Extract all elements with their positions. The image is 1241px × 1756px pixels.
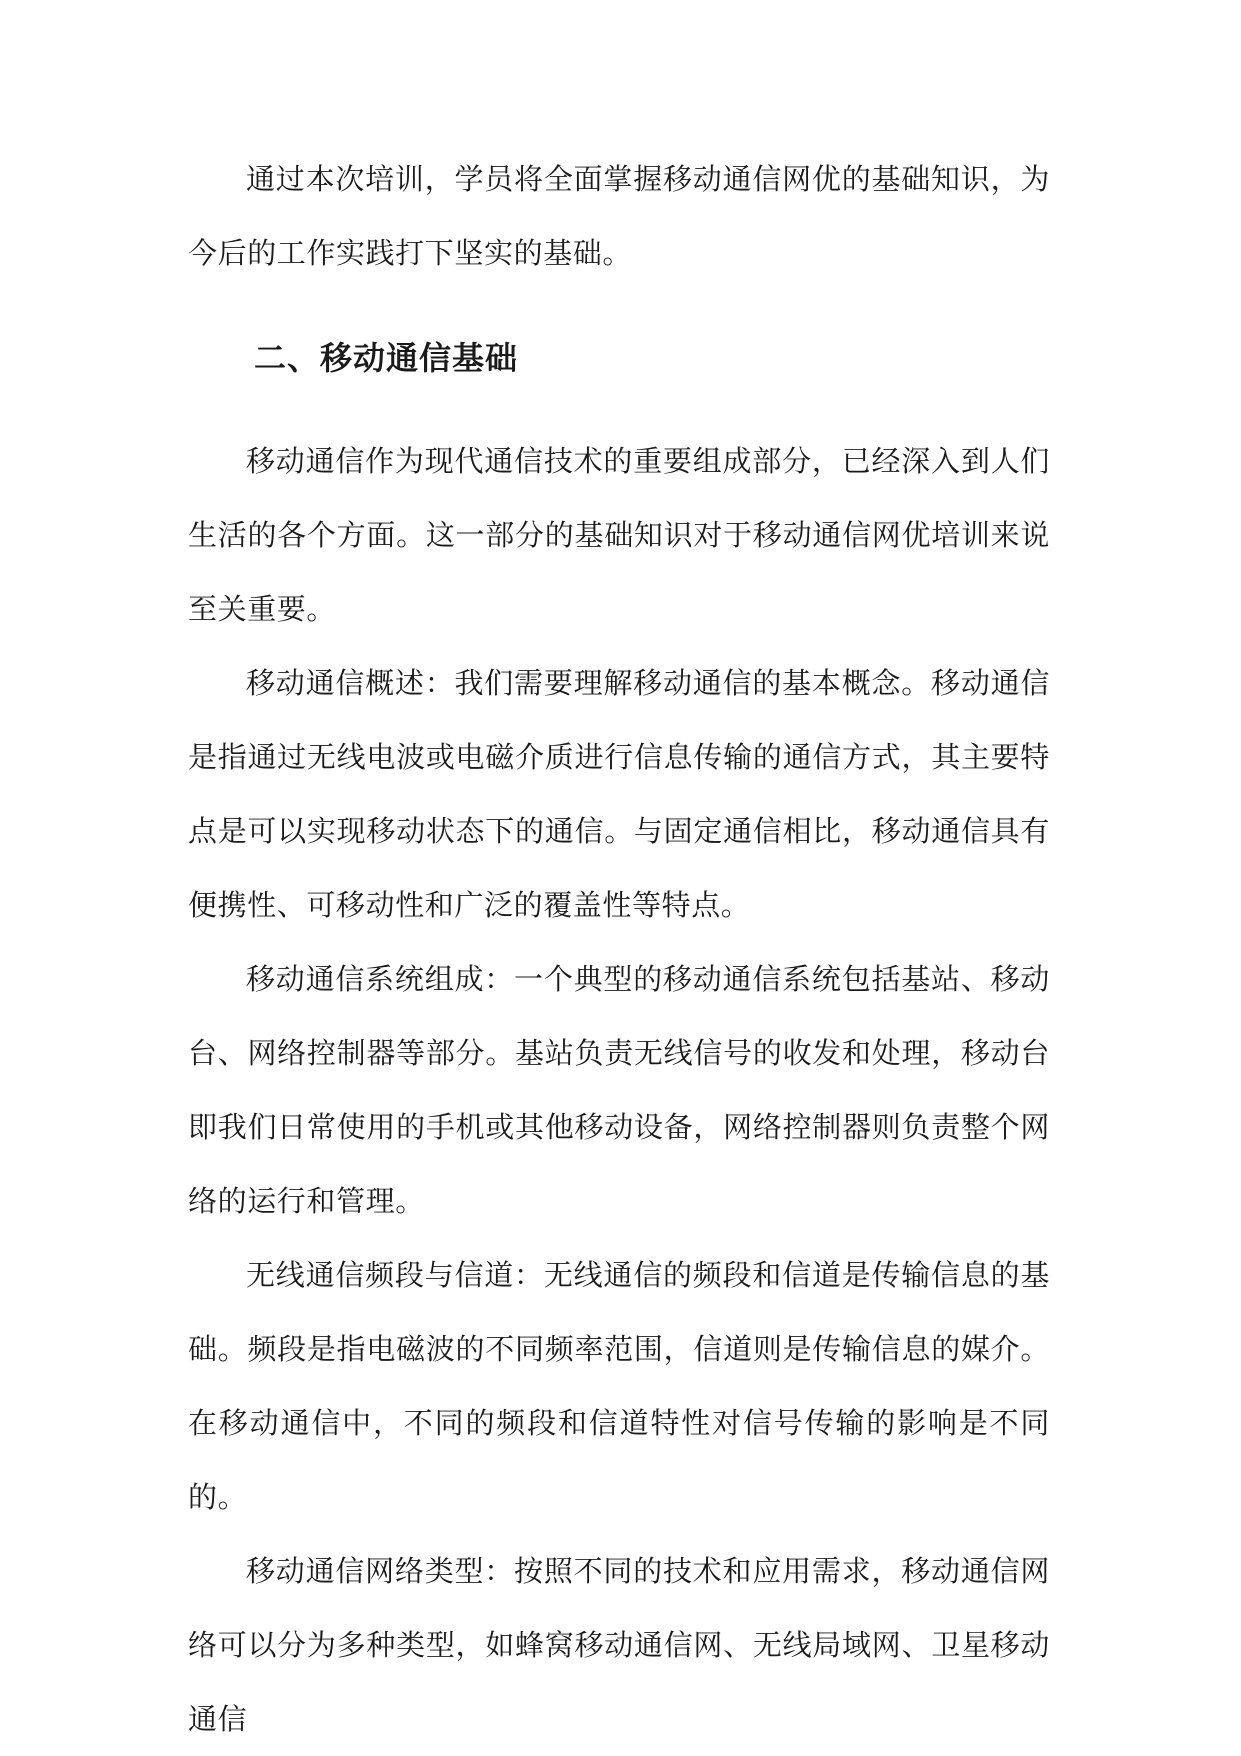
paragraph-system-components: 移动通信系统组成：一个典型的移动通信系统包括基站、移动台、网络控制器等部分。基站负责无线信号的收发和处理，移动台即我们日常使用的手机或其他移动设备，网络控制器则负责整个网络的运行和管理。 (188, 962, 1050, 1218)
paragraph-overview-intro: 移动通信作为现代通信技术的重要组成部分，已经深入到人们生活的各个方面。这一部分的基础知识对于移动通信网优培训来说至关重要。 (188, 444, 1050, 626)
paragraph-mobile-overview: 移动通信概述：我们需要理解移动通信的基本概念。移动通信是指通过无线电波或电磁介质进行信息传输的通信方式，其主要特点是可以实现移动状态下的通信。与固定通信相比，移动通信具有便携性、可移动性和广泛的覆盖性等特点。 (188, 666, 1050, 922)
intro-paragraph: 通过本次培训，学员将全面掌握移动通信网优的基础知识，为今后的工作实践打下坚实的基础。 (188, 162, 1050, 270)
document-body (188, 142, 1050, 1756)
section-heading: 二、移动通信基础 (254, 339, 519, 377)
paragraph-bands-channels: 无线通信频段与信道：无线通信的频段和信道是传输信息的基础。频段是指电磁波的不同频率范围，信道则是传输信息的媒介。在移动通信中，不同的频段和信道特性对信号传输的影响是不同的。 (188, 1258, 1050, 1514)
paragraph-network-types: 移动通信网络类型：按照不同的技术和应用需求，移动通信网络可以分为多种类型，如蜂窝移动通信网、无线局域网、卫星移动通信 (188, 1554, 1050, 1736)
